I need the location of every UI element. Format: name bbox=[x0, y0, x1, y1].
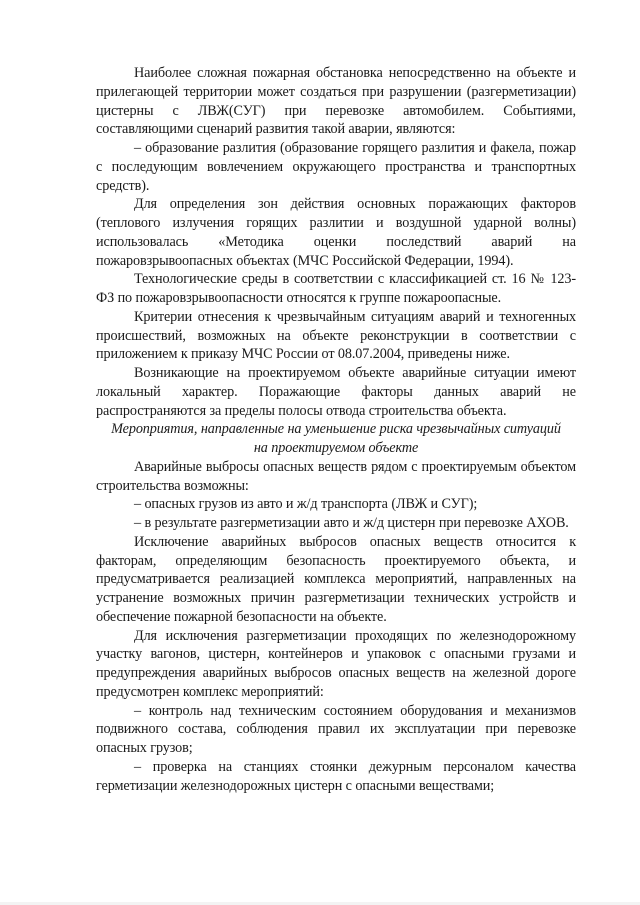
paragraph: Для исключения разгерметизации проходящих по железнодорожному участку вагонов, цистерн, контейнеров и упаковок с опасными грузами и предупреждения аварийных выбросов опасных веществ на железной дороге предусмотрен комплекс мероприятий: bbox=[96, 627, 576, 700]
paragraph: Аварийные выбросы опасных веществ рядом с проектируемым объектом строительства возможны: bbox=[96, 458, 576, 494]
list-item: – контроль над техническим состоянием оборудования и механизмов подвижного состава, соблюдения правил их эксплуатации при перевозке опасных грузов; bbox=[96, 702, 576, 756]
list-item: – опасных грузов из авто и ж/д транспорта (ЛВЖ и СУГ); bbox=[134, 496, 478, 513]
list-item: – образование разлития (образование горящего разлития и факела, пожар с последующим вовлечением окружающего пространства и транспортных средств). bbox=[96, 140, 576, 194]
paragraph: Наиболее сложная пожарная обстановка непосредственно на объекте и прилегающей территории может создаться при разрушении (разгерметизации) цистерны с ЛВЖ(СУГ) при перевозке автомобилем. Событиями, составляющими сценарий развития такой аварии, являются: bbox=[96, 65, 576, 138]
paragraph: Критерии отнесения к чрезвычайным ситуациям аварий и техногенных происшествий, возможных на объекте реконструкции в соответствии с приложением к приказу МЧС России от 08.07.2004, приведены ниже. bbox=[96, 308, 576, 363]
paragraph: Исключение аварийных выбросов опасных веществ относится к факторам, определяющим безопасность проектируемого объекта, и предусматривается реализацией комплекса мероприятий, направленных на устранение возможных причин разгерметизации технических устройств и обеспечение пожарной безопасности на объекте. bbox=[96, 533, 576, 625]
list-item: – в результате разгерметизации авто и ж/д цистерн при перевозке АХОВ. bbox=[134, 515, 569, 531]
document-body bbox=[96, 64, 576, 795]
section-heading: Мероприятия, направленные на уменьшение риска чрезвычайных ситуаций на проектируемом объекте bbox=[111, 421, 561, 456]
paragraph: Возникающие на проектируемом объекте аварийные ситуации имеют локальный характер. Поражающие факторы данных аварий не распространяются за пределы полосы отвода строительства объекта. bbox=[96, 365, 576, 419]
paragraph: Для определения зон действия основных поражающих факторов (теплового излучения горящих разлитии и воздушной ударной волны) использовалась «Методика оценки последствий аварий на пожаровзрывоопасных объектах (МЧС Российской Федерации, 1994). bbox=[96, 196, 576, 269]
paragraph: Технологические среды в соответствии с классификацией ст. 16 № 123-ФЗ по пожаровзрывоопасности относятся к группе пожароопасные. bbox=[96, 271, 576, 306]
list-item: – проверка на станциях стоянки дежурным персоналом качества герметизации железнодорожных цистерн с опасными веществами; bbox=[96, 758, 576, 794]
